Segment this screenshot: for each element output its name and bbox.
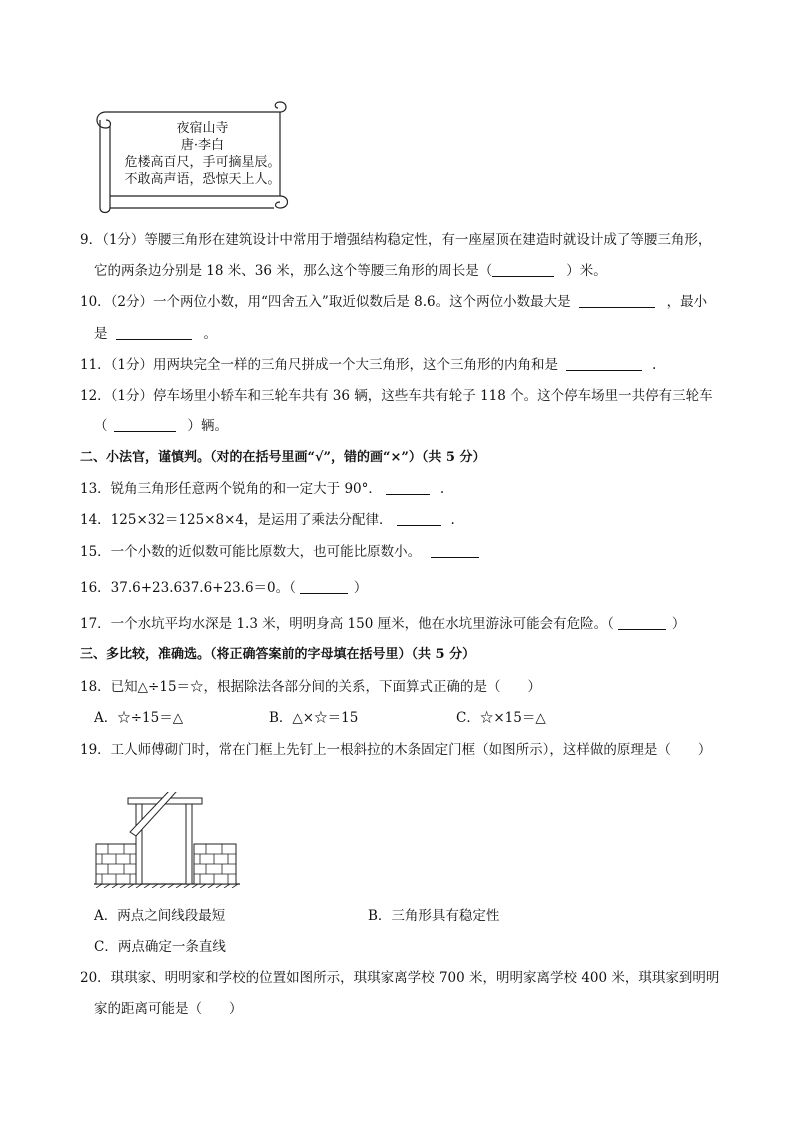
q10-min-blank[interactable] — [116, 338, 192, 340]
q9-answer-blank[interactable] — [492, 275, 554, 277]
q19-option-a[interactable]: A．两点之间线段最短 — [94, 908, 226, 924]
q10-text-a: 10．（2分）一个两位小数，用“四舍五入”取近似数后是 8.6。这个两位小数最大是 — [80, 294, 571, 310]
poem-author: 唐·李白 — [180, 138, 225, 153]
q17-answer-blank[interactable] — [618, 628, 666, 630]
q18-stem: 18．已知△÷15＝☆，根据除法各部分间的关系，下面算式正确的是（ ） — [80, 679, 542, 695]
q12-text-a: （ — [94, 418, 108, 434]
q9-text-b: ）米。 — [566, 263, 607, 279]
q19-option-b[interactable]: B．三角形具有稳定性 — [368, 908, 500, 924]
q20-line-2: 家的距离可能是（ ） — [94, 1001, 243, 1017]
q17-line — [80, 612, 685, 632]
q10-text-b: ，最小 — [666, 294, 708, 310]
q14-text-b: . — [450, 512, 455, 528]
q15-answer-blank[interactable] — [431, 556, 479, 558]
poem-title: 夜宿山寺 — [176, 121, 229, 136]
q11-text-b: . — [652, 357, 657, 373]
q16-text-a: 16．37.6+23.637.6+23.6＝0。（ — [80, 580, 296, 596]
q9-text-a: 它的两条边分别是 18 米、36 米，那么这个等腰三角形的周长是（ — [94, 263, 493, 279]
q16-answer-blank[interactable] — [300, 592, 348, 594]
section-3-heading: 三、多比较，准确选。（将正确答案前的字母填在括号里）（共 5 分） — [80, 647, 476, 662]
q14-line — [80, 508, 455, 528]
q10-line-2 — [94, 322, 217, 342]
poem-line-1: 危楼高百尺，手可摘星辰。 — [124, 155, 281, 170]
q9-line-2 — [94, 259, 607, 279]
door-frame-diagram-icon — [94, 792, 240, 888]
q12-line-1: 12．（1分）停车场里小轿车和三轮车共有 36 辆，这些车共有轮子 118 个。这个停车场里一共停有三轮车 — [80, 388, 713, 404]
q12-line-2 — [94, 414, 228, 434]
q18-option-a[interactable]: A．☆÷15＝△ — [94, 710, 184, 726]
q9-line-1: 9．（1分）等腰三角形在建筑设计中常用于增强结构稳定性，有一座屋顶在建造时就设计成了等腰三角形， — [80, 232, 712, 248]
q17-text-a: 17．一个水坑平均水深是 1.3 米，明明身高 150 厘米，他在水坑里游泳可能会有危险。（ — [80, 616, 614, 632]
q16-line — [80, 576, 367, 596]
q13-text-b: . — [439, 481, 445, 497]
q18-option-c[interactable]: C．☆×15＝△ — [456, 710, 546, 726]
q11-line — [80, 353, 656, 373]
q16-text-b: ） — [353, 580, 368, 596]
q13-answer-blank[interactable] — [386, 493, 430, 495]
section-2-heading: 二、小法官，谨慎判。（对的在括号里画“√”，错的画“×”）（共 5 分） — [80, 450, 486, 465]
q11-answer-blank[interactable] — [566, 369, 642, 371]
q19-stem: 19．工人师傅砌门时，常在门框上先钉上一根斜拉的木条固定门框（如图所示），这样做的原理是（ ） — [80, 742, 712, 758]
q14-answer-blank[interactable] — [397, 524, 441, 526]
q10-text-c: 是 — [94, 326, 108, 342]
q13-text-a: 13．锐角三角形任意两个锐角的和一定大于 90°． — [80, 481, 382, 497]
q20-line-1: 20．琪琪家、明明家和学校的位置如图所示，琪琪家离学校 700 米，明明家离学校 400 米，琪琪家到明明 — [80, 970, 720, 986]
q12-text-b: ）辆。 — [187, 418, 228, 434]
q12-answer-blank[interactable] — [114, 430, 176, 432]
q15-line — [80, 540, 479, 560]
poem-line-2: 不敢高声语，恐惊天上人。 — [124, 172, 281, 187]
q10-line-1 — [80, 290, 707, 310]
q14-text-a: 14．125×32＝125×8×4，是运用了乘法分配律． — [80, 512, 393, 528]
q19-option-c[interactable]: C．两点确定一条直线 — [94, 939, 226, 955]
q17-text-b: ） — [671, 616, 686, 632]
q15-text-a: 15．一个小数的近似数可能比原数大，也可能比原数小。 — [80, 544, 422, 560]
q10-text-d: 。 — [203, 326, 217, 342]
q13-line — [80, 477, 444, 497]
q10-max-blank[interactable] — [579, 306, 655, 308]
q18-option-b[interactable]: B．△×☆＝15 — [269, 710, 359, 726]
q11-text-a: 11．（1分）用两块完全一样的三角尺拼成一个大三角形，这个三角形的内角和是 — [80, 357, 559, 373]
